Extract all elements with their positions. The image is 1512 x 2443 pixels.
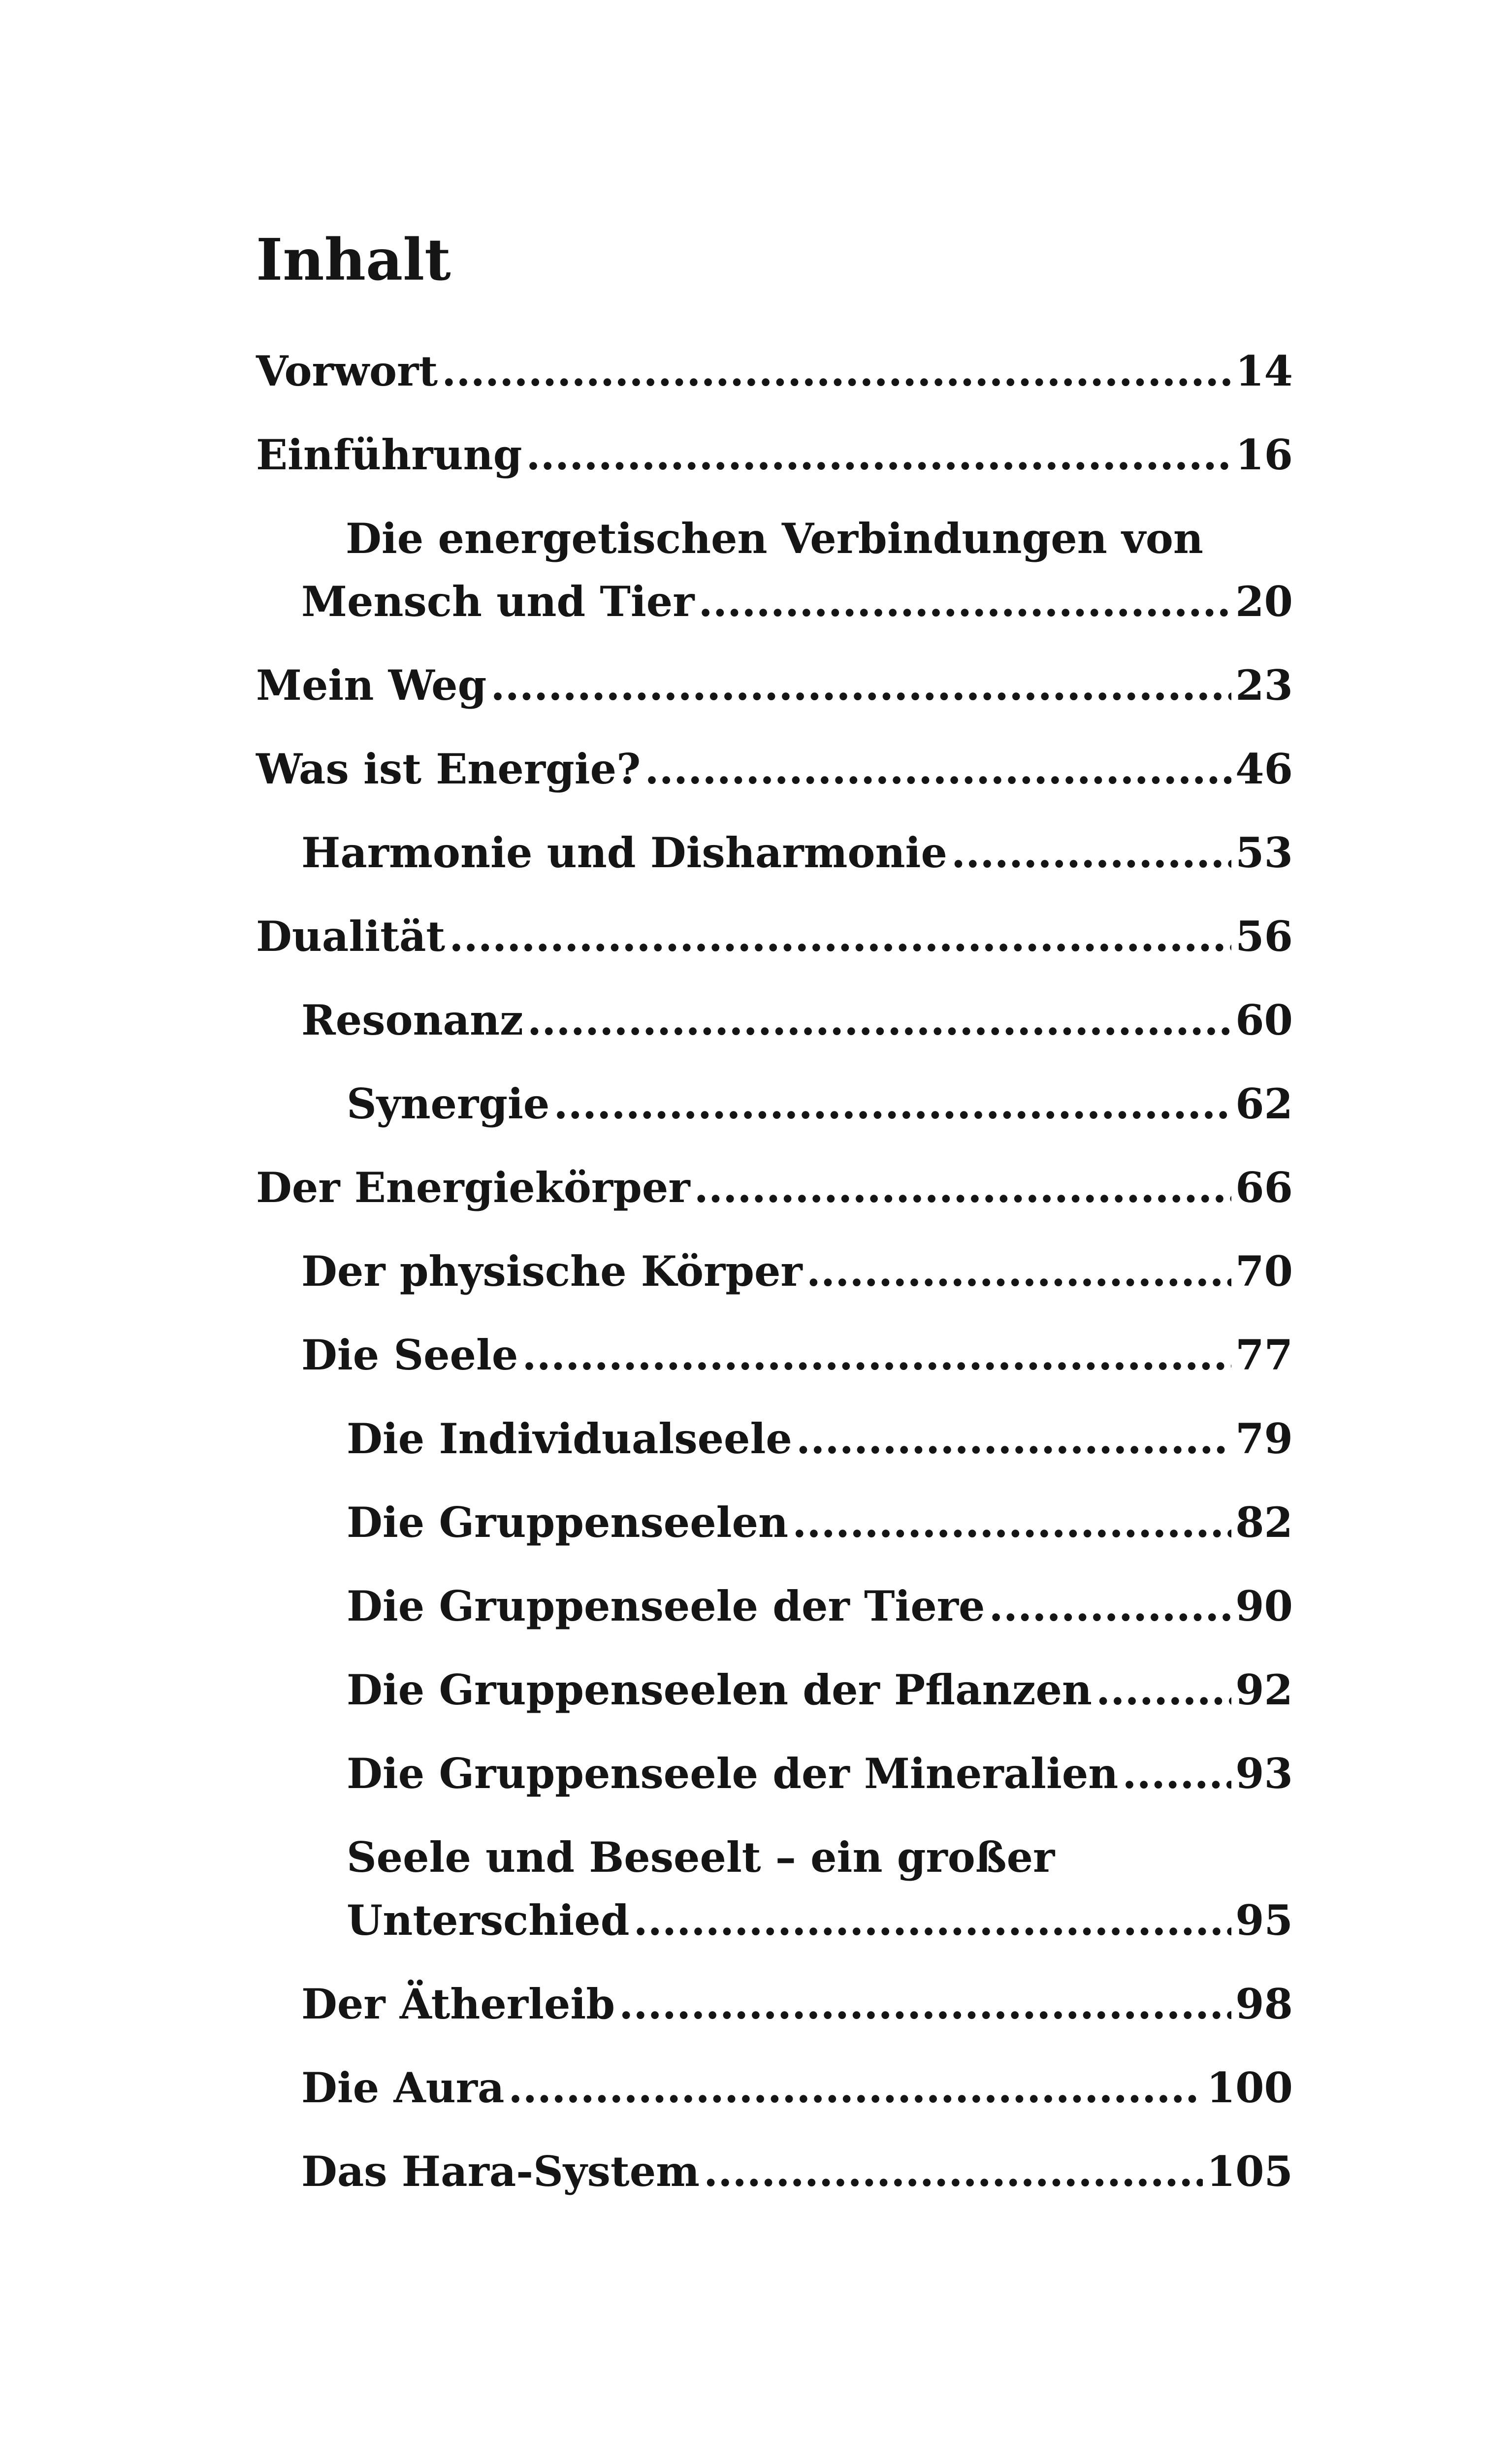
toc-entry-title: Die Gruppenseelen [347, 1498, 789, 1547]
toc-entry[interactable] [256, 1491, 1293, 1554]
toc-entry[interactable] [256, 423, 1293, 487]
toc-entry-page: 105 [1206, 2147, 1293, 2196]
page-heading: Inhalt [256, 227, 451, 293]
leader-dots [449, 905, 1231, 968]
toc-entry-title: Mein Weg [256, 661, 487, 710]
toc-entry[interactable] [256, 340, 1293, 403]
toc-entry-page: 100 [1206, 2063, 1293, 2112]
toc-entry[interactable] [256, 1575, 1293, 1638]
toc-entry-page: 93 [1235, 1749, 1293, 1798]
toc-entry-title: Vorwort [256, 347, 438, 395]
toc-entry-page: 23 [1235, 661, 1293, 710]
toc-entry-title: Mensch und Tier [301, 577, 695, 626]
toc-entry-title: Die Gruppenseele der Tiere [347, 1582, 985, 1630]
toc-entry-title: Synergie [347, 1079, 550, 1128]
toc-entry[interactable] [256, 1826, 1293, 1952]
toc-entry[interactable] [256, 507, 1293, 633]
toc-entry[interactable] [256, 1973, 1293, 2036]
toc-entry-page: 16 [1235, 430, 1293, 479]
toc-entry-title: Die Gruppenseele der Mineralien [347, 1749, 1119, 1798]
leader-dots [704, 2140, 1203, 2203]
toc-entry[interactable] [256, 1240, 1293, 1303]
toc-entry-title: Einführung [256, 430, 522, 479]
toc-entry-page: 14 [1235, 347, 1293, 395]
toc-entry-page: 62 [1235, 1079, 1293, 1128]
toc-entry-page: 90 [1235, 1582, 1293, 1630]
toc-entry[interactable] [256, 1407, 1293, 1470]
toc-entry[interactable] [256, 1073, 1293, 1136]
toc-entry[interactable] [256, 2140, 1293, 2203]
toc-entry-page: 95 [1235, 1896, 1293, 1945]
toc-entry-title: Die Individualseele [347, 1414, 792, 1463]
toc-entry[interactable] [256, 1324, 1293, 1387]
leader-dots [442, 340, 1231, 403]
toc-entry[interactable] [256, 2056, 1293, 2119]
toc-entry-title: Der Energiekörper [256, 1163, 690, 1212]
leader-dots [619, 1973, 1231, 2036]
toc-entry-page: 98 [1235, 1980, 1293, 2028]
toc-entry[interactable] [256, 1742, 1293, 1805]
toc-entry-title: Die Seele [301, 1331, 518, 1379]
leader-dots [522, 1324, 1231, 1387]
toc-entry-title: Der Ätherleib [301, 1980, 615, 2028]
toc-entry[interactable] [256, 989, 1293, 1052]
leader-dots [1122, 1742, 1231, 1805]
toc-entry-title: Der physische Körper [301, 1247, 803, 1296]
leader-dots [490, 654, 1231, 717]
toc-entry-page: 20 [1235, 577, 1293, 626]
leader-dots [951, 821, 1231, 884]
toc-entry-page: 56 [1235, 912, 1293, 961]
table-of-contents [256, 340, 1293, 2203]
toc-entry-page: 92 [1235, 1665, 1293, 1714]
toc-entry-title-line1: Seele und Beseelt – ein großer [347, 1833, 1055, 1882]
leader-dots [989, 1575, 1232, 1638]
toc-entry-title: Dualität [256, 912, 446, 961]
toc-entry-title: Die Gruppenseelen der Pflanzen [347, 1665, 1092, 1714]
toc-entry-title: Harmonie und Disharmonie [301, 828, 947, 877]
toc-entry-page: 53 [1235, 828, 1293, 877]
leader-dots [553, 1073, 1231, 1136]
toc-entry[interactable] [256, 905, 1293, 968]
toc-entry[interactable] [256, 821, 1293, 884]
toc-entry[interactable] [256, 1659, 1293, 1722]
leader-dots [633, 1889, 1231, 1952]
toc-entry-page: 60 [1235, 996, 1293, 1044]
toc-entry-page: 79 [1235, 1414, 1293, 1463]
leader-dots [1096, 1659, 1231, 1722]
leader-dots [792, 1491, 1231, 1554]
leader-dots [806, 1240, 1231, 1303]
toc-entry-title: Die Aura [301, 2063, 505, 2112]
toc-entry[interactable] [256, 1156, 1293, 1219]
leader-dots [527, 989, 1231, 1052]
leader-dots [508, 2056, 1202, 2119]
leader-dots [526, 423, 1231, 487]
toc-entry-page: 66 [1235, 1163, 1293, 1212]
toc-entry-title: Resonanz [301, 996, 523, 1044]
toc-entry-title-line1: Die energetischen Verbindungen von [346, 514, 1203, 563]
leader-dots [796, 1407, 1231, 1470]
toc-entry[interactable] [256, 738, 1293, 801]
toc-entry-page: 82 [1235, 1498, 1293, 1547]
toc-entry[interactable] [256, 654, 1293, 717]
toc-entry-page: 77 [1235, 1331, 1293, 1379]
leader-dots [644, 738, 1231, 801]
toc-entry-title: Das Hara-System [301, 2147, 700, 2196]
toc-entry-page: 70 [1235, 1247, 1293, 1296]
toc-entry-page: 46 [1235, 745, 1293, 793]
leader-dots [699, 570, 1232, 633]
leader-dots [694, 1156, 1232, 1219]
toc-entry-title: Unterschied [347, 1896, 630, 1945]
toc-entry-title: Was ist Energie? [256, 745, 641, 793]
